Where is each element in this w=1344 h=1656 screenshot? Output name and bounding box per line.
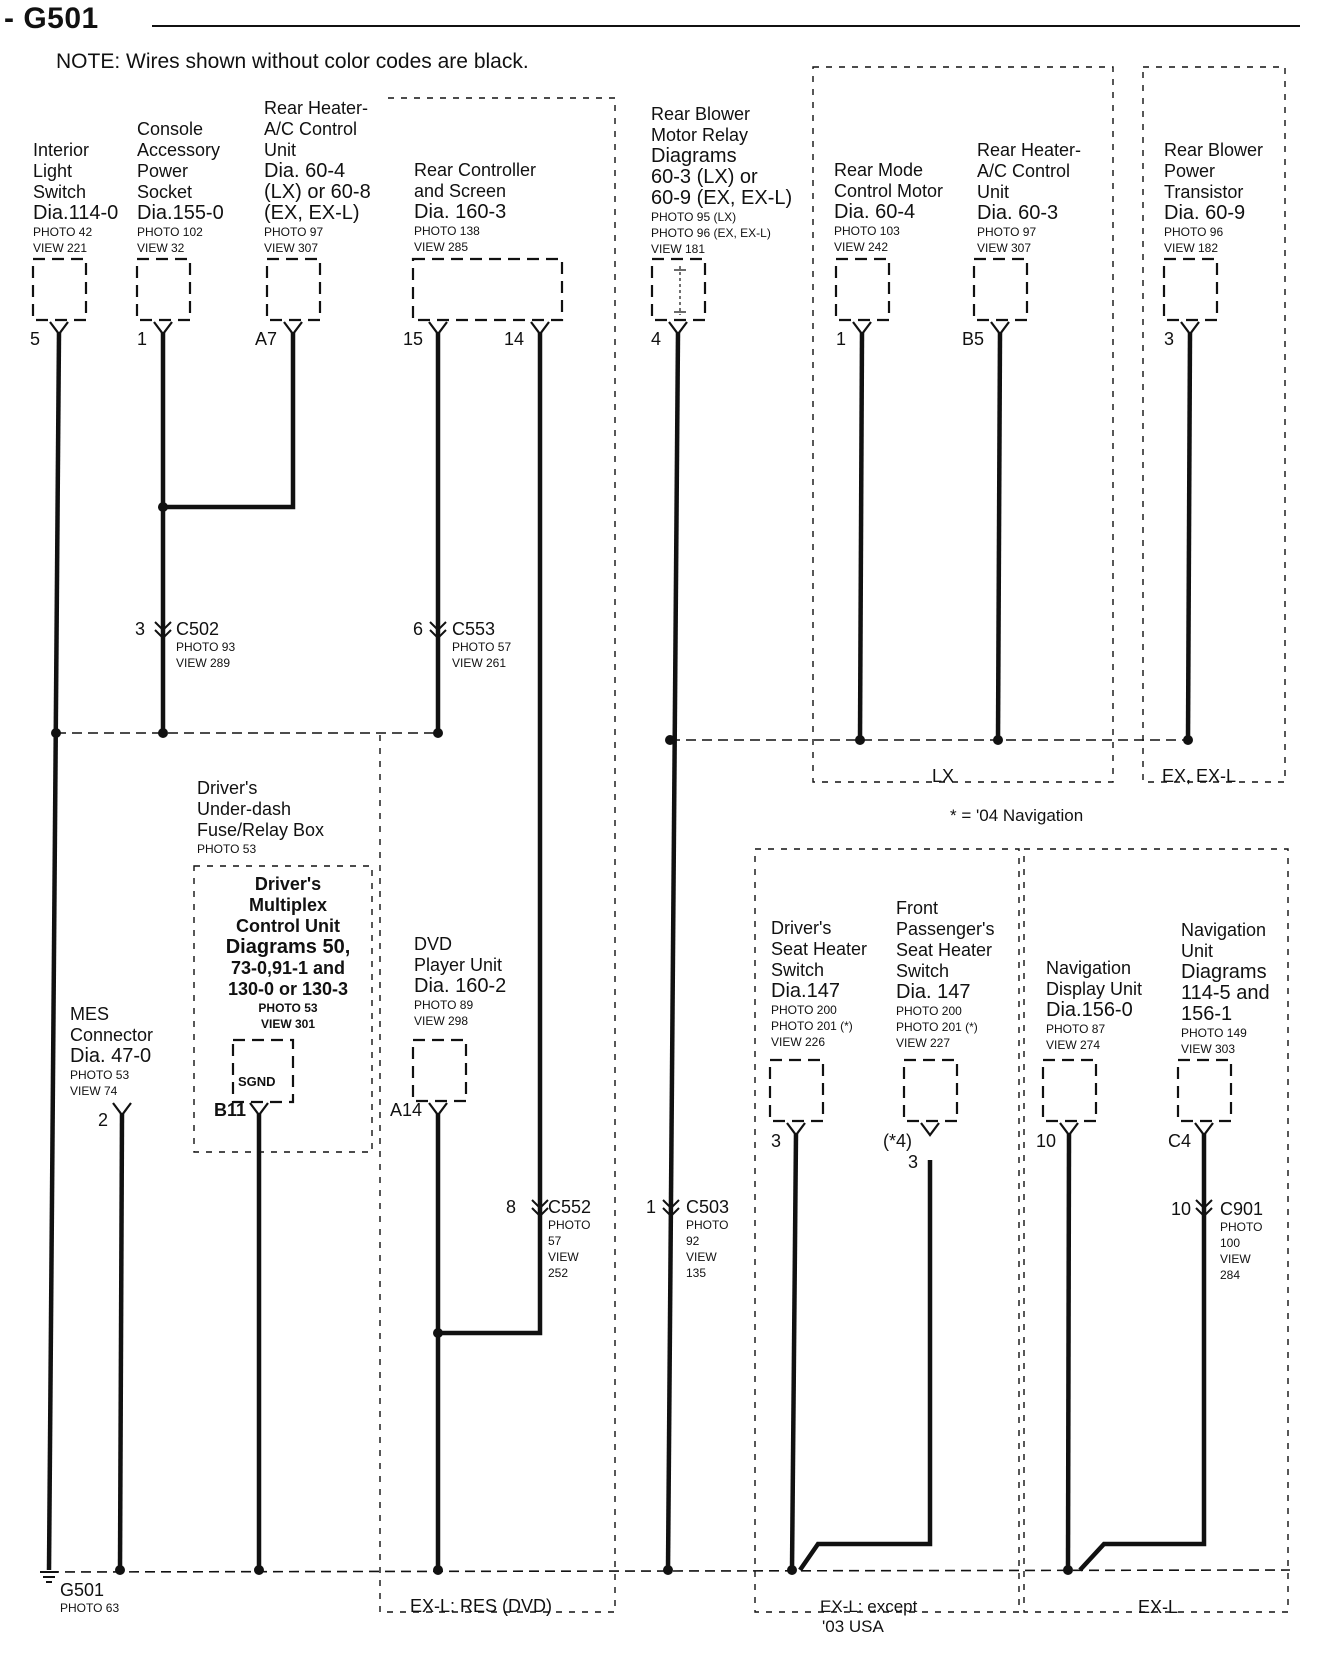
nav-unit-label: Navigation Unit Diagrams 114-5 and 156-1 PHOTO 149 VIEW 303 [1181, 920, 1270, 1056]
c502-pin: 3 [135, 619, 146, 639]
wire-rear-blower-transistor [1188, 332, 1190, 740]
res-dvd-border [380, 98, 615, 1612]
c503-pin: 1 [646, 1197, 657, 1217]
interior-light-label: Interior Light Switch Dia.114-0 PHOTO 42 VIEW 221 [33, 140, 119, 255]
rear-mode-motor-label: Rear Mode Control Motor Dia. 60-4 PHOTO 103 VIEW 242 [834, 160, 944, 254]
c552-pin: 8 [506, 1197, 517, 1217]
dvd-player-box [413, 1040, 466, 1101]
console-socket-pin: 1 [137, 329, 148, 349]
rear-controller-label: Rear Controller and Screen Dia. 160-3 PHOTO 138 VIEW 285 [414, 160, 537, 254]
note-text: NOTE: Wires shown without color codes are black. [56, 50, 529, 73]
exl-group-label: EX-L [1138, 1597, 1179, 1617]
except-usa-group-label-1: EX-L: except [820, 1597, 918, 1616]
mcu-pin: B11 [214, 1100, 247, 1120]
mcu-label: Driver's Multiplex Control Unit Diagrams 50, 73-0,91-1 and 130-0 or 130-3 PHOTO 53 VIEW 301 [225, 874, 351, 1031]
rear-heater-ac-2-box [974, 259, 1027, 320]
rear-heater-ac-2-pin: B5 [962, 329, 985, 349]
ground-label: G501 PHOTO 63 [60, 1580, 120, 1615]
ground-symbol [40, 1572, 58, 1582]
fuse-box-label: Driver's Under-dash Fuse/Relay Box PHOTO 53 [197, 778, 325, 856]
dvd-player-pin: A14 [390, 1100, 423, 1120]
rear-heater-ac-1-pin: A7 [255, 329, 278, 349]
wire-mes-connector [120, 1113, 122, 1570]
c901-pin: 10 [1171, 1199, 1192, 1219]
wire-rear-mode-motor [860, 332, 862, 740]
wire-nav-display [1068, 1133, 1069, 1570]
rear-controller-box [413, 259, 562, 320]
wire-rear-controller-14 [438, 332, 540, 1333]
rear-mode-motor-pin: 1 [836, 329, 847, 349]
pass-seat-heater-label: Front Passenger's Seat Heater Switch Dia. 147 PHOTO 200 PHOTO 201 (*) VIEW 227 [896, 898, 995, 1050]
nav-unit-box [1178, 1060, 1231, 1121]
pass-seat-heater-pin-alt: (*4) [883, 1131, 913, 1151]
wire-pass-seat-heater [800, 1160, 930, 1570]
lx-group-label: LX [932, 766, 955, 786]
rear-blower-relay-label: Rear Blower Motor Relay Diagrams 60-3 (LX) or 60-9 (EX, EX-L) PHOTO 95 (LX) PHOTO 96 (EX, EX-L) VIEW 181 [651, 104, 793, 256]
driver-seat-heater-label: Driver's Seat Heater Switch Dia.147 PHOTO 200 PHOTO 201 (*) VIEW 226 [771, 918, 868, 1049]
pass-seat-heater-box [904, 1060, 957, 1121]
driver-seat-heater-box [770, 1060, 823, 1121]
console-socket-box [137, 259, 190, 320]
rear-heater-ac-1-label: Rear Heater- A/C Control Unit Dia. 60-4 (LX) or 60-8 (EX, EX-L) PHOTO 97 VIEW 307 [264, 98, 371, 255]
nav-display-label: Navigation Display Unit Dia.156-0 PHOTO 87 VIEW 274 [1046, 958, 1143, 1052]
console-socket-label: Console Accessory Power Socket Dia.155-0 PHOTO 102 VIEW 32 [137, 119, 224, 255]
c502-label: C502 PHOTO 93 VIEW 289 [176, 619, 236, 670]
mcu-sgnd-terminal: SGND [238, 1074, 276, 1089]
rear-blower-transistor-box [1164, 259, 1217, 320]
c901-label: C901 PHOTO 100 VIEW 284 [1220, 1199, 1264, 1282]
rear-blower-relay-box [652, 259, 705, 320]
group-borders [194, 67, 1288, 1612]
wire-rear-blower-relay [668, 332, 678, 1570]
except-usa-group-label-2: '03 USA [822, 1617, 884, 1636]
rear-controller-pin-14: 14 [504, 329, 525, 349]
rear-blower-transistor-label: Rear Blower Power Transistor Dia. 60-9 PHOTO 96 VIEW 182 [1164, 140, 1264, 255]
c553-pin: 6 [413, 619, 424, 639]
wire-rear-heater-ac-1 [163, 332, 293, 507]
page-title: - G501 [4, 2, 99, 35]
nav-display-pin: 10 [1036, 1131, 1057, 1151]
wire-interior-light [49, 332, 59, 1570]
c553-label: C553 PHOTO 57 VIEW 261 [452, 619, 512, 670]
dvd-player-label: DVD Player Unit Dia. 160-2 PHOTO 89 VIEW 298 [414, 934, 507, 1028]
relay-symbol [674, 266, 686, 315]
wire-rear-heater-ac-2 [998, 332, 1000, 740]
interior-light-box [33, 259, 86, 320]
rear-heater-ac-2-label: Rear Heater- A/C Control Unit Dia. 60-3 PHOTO 97 VIEW 307 [977, 140, 1082, 255]
res-dvd-group-label: EX-L: RES (DVD) [410, 1596, 553, 1616]
rear-mode-motor-box [836, 259, 889, 320]
rear-blower-transistor-pin: 3 [1164, 329, 1175, 349]
nav-footnote: * = '04 Navigation [950, 806, 1084, 825]
mes-connector-pin: 2 [98, 1110, 109, 1130]
ex-exl-group-label: EX, EX-L [1162, 766, 1237, 786]
rear-heater-ac-1-box [267, 259, 320, 320]
mcu-sgnd-box [233, 1040, 293, 1102]
c503-label: C503 PHOTO 92 VIEW 135 [686, 1197, 730, 1280]
driver-seat-heater-pin: 3 [771, 1131, 782, 1151]
c552-label: C552 PHOTO 57 VIEW 252 [548, 1197, 592, 1280]
pass-seat-heater-pin: 3 [908, 1152, 919, 1172]
wire-driver-seat-heater [792, 1133, 796, 1570]
interior-light-pin: 5 [30, 329, 41, 349]
nav-unit-pin: C4 [1168, 1131, 1192, 1151]
rear-blower-relay-pin: 4 [651, 329, 662, 349]
mes-connector-label: MES Connector Dia. 47-0 PHOTO 53 VIEW 74 [70, 1004, 154, 1098]
rear-controller-pin-15: 15 [403, 329, 424, 349]
nav-display-box [1043, 1060, 1096, 1121]
